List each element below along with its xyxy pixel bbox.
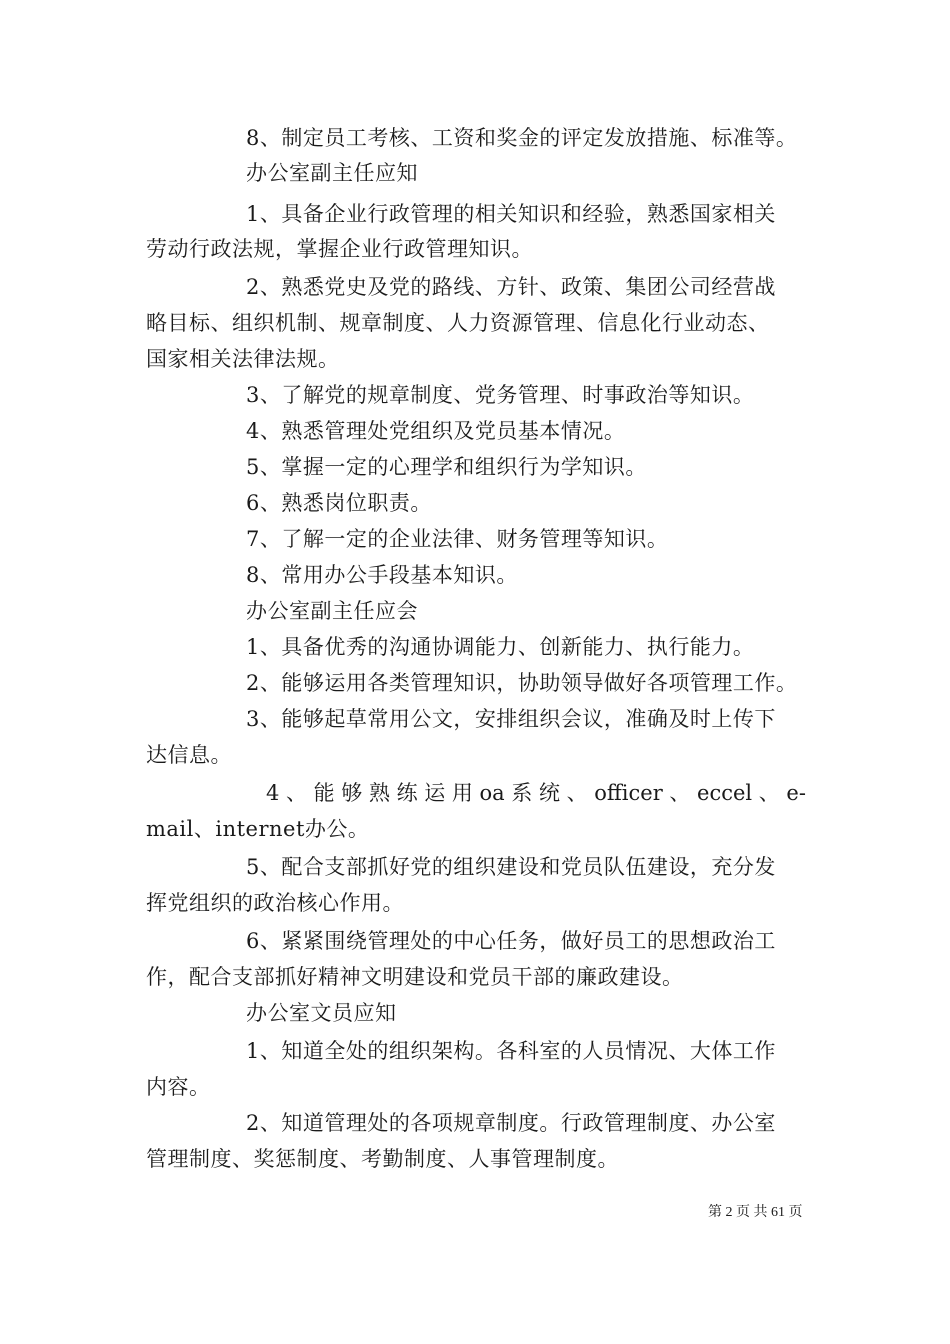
paragraph-line: 1、具备企业行政管理的相关知识和经验，熟悉国家相关 xyxy=(246,202,776,226)
word: e- xyxy=(786,781,806,805)
word: eccel xyxy=(697,781,753,805)
word: 、 xyxy=(286,781,308,805)
paragraph-line: 2、能够运用各类管理知识，协助领导做好各项管理工作。 xyxy=(246,671,798,695)
word: 练 xyxy=(396,781,418,805)
word: 、 xyxy=(566,781,588,805)
justified-line xyxy=(146,780,806,806)
section-heading: 办公室副主任应会 xyxy=(246,599,418,623)
word: 4 xyxy=(266,781,280,805)
word: 统 xyxy=(538,781,560,805)
word: 、 xyxy=(758,781,780,805)
word: 能 xyxy=(313,781,335,805)
paragraph-line: 5、配合支部抓好党的组织建设和党员队伍建设，充分发 xyxy=(246,855,776,879)
section-heading: 办公室文员应知 xyxy=(246,1001,397,1025)
paragraph-line: 管理制度、奖惩制度、考勤制度、人事管理制度。 xyxy=(146,1147,619,1171)
paragraph-line: 挥党组织的政治核心作用。 xyxy=(146,891,404,915)
paragraph-line: 6、紧紧围绕管理处的中心任务，做好员工的思想政治工 xyxy=(246,929,776,953)
word: 用 xyxy=(451,781,473,805)
paragraph-line: 8、制定员工考核、工资和奖金的评定发放措施、标准等。 xyxy=(246,126,798,150)
paragraph-line: 达信息。 xyxy=(146,743,232,767)
paragraph-line: 7、了解一定的企业法律、财务管理等知识。 xyxy=(246,527,669,551)
word: oa xyxy=(479,781,505,805)
word: 够 xyxy=(341,781,363,805)
paragraph-line: 8、常用办公手段基本知识。 xyxy=(246,563,518,587)
paragraph-line: 国家相关法律法规。 xyxy=(146,347,340,371)
paragraph-line: 5、掌握一定的心理学和组织行为学知识。 xyxy=(246,455,647,479)
paragraph-line: mail、internet办公。 xyxy=(146,817,370,841)
word: 运 xyxy=(424,781,446,805)
paragraph-line: 内容。 xyxy=(146,1075,211,1099)
paragraph-line: 作，配合支部抓好精神文明建设和党员干部的廉政建设。 xyxy=(146,965,684,989)
word: 、 xyxy=(669,781,691,805)
page-number: 第 2 页 共 61 页 xyxy=(708,1205,803,1220)
paragraph-line: 1、知道全处的组织架构。各科室的人员情况、大体工作 xyxy=(246,1039,776,1063)
paragraph-line: 略目标、组织机制、规章制度、人力资源管理、信息化行业动态、 xyxy=(146,311,770,335)
section-heading: 办公室副主任应知 xyxy=(246,161,418,185)
word: 系 xyxy=(511,781,533,805)
paragraph-line: 3、能够起草常用公文，安排组织会议，准确及时上传下 xyxy=(246,707,776,731)
paragraph-line: 2、熟悉党史及党的路线、方针、政策、集团公司经营战 xyxy=(246,275,776,299)
word: officer xyxy=(594,781,663,805)
paragraph-line: 4、熟悉管理处党组织及党员基本情况。 xyxy=(246,419,626,443)
paragraph-line: 3、了解党的规章制度、党务管理、时事政治等知识。 xyxy=(246,383,755,407)
paragraph-line: 6、熟悉岗位职责。 xyxy=(246,491,432,515)
word: 熟 xyxy=(368,781,390,805)
paragraph-line: 2、知道管理处的各项规章制度。行政管理制度、办公室 xyxy=(246,1111,776,1135)
paragraph-line: 劳动行政法规，掌握企业行政管理知识。 xyxy=(146,237,533,261)
paragraph-line: 1、具备优秀的沟通协调能力、创新能力、执行能力。 xyxy=(246,635,755,659)
